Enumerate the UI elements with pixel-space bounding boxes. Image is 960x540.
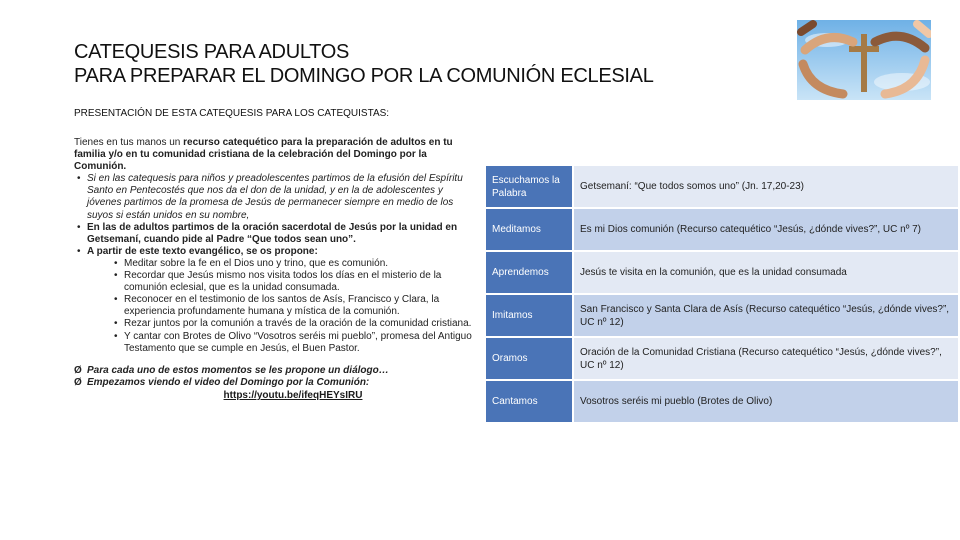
step-content-cell: Vosotros seréis mi pueblo (Brotes de Olivo) [574,381,958,424]
bullet-text: En las de adultos partimos de la oración sacerdotal de Jesús por la unidad en Getsemaní, cuando pide al Padre “Que todos sean uno”. [87,221,458,245]
step-content-cell: Oración de la Comunidad Cristiana (Recurso catequético “Jesús, ¿dónde vives?”, UC nº 12) [574,338,958,381]
step-action-cell: Meditamos [486,209,574,252]
bullet-item [74,173,472,221]
intro-paragraph [74,137,472,173]
subbullet-item [74,258,472,270]
arrow-item [74,377,472,389]
subbullet-item [74,294,472,318]
subbullet-item [74,270,472,294]
table-row [486,252,958,295]
table-row [486,338,958,381]
step-content-cell: Es mi Dios comunión (Recurso catequético “Jesús, ¿dónde vives?”, UC nº 7) [574,209,958,252]
step-content-cell: Getsemaní: “Que todos somos uno” (Jn. 17,20-23) [574,166,958,209]
subbullet-text: Rezar juntos por la comunión a través de la oración de la comunidad cristiana. [124,318,472,330]
presentation-body [74,137,472,402]
arrow-marker: Ø [74,364,82,376]
bullet-text: Si en las catequesis para niños y preadolescentes partimos de la efusión del Espíritu Santo en Pentecostés que nos da el don de la unidad, y en la de adolescentes y jóvenes partimos de la promesa de Jesús de permanecer siempre en medio de los suyos si están unidos en su nombre, [87,173,463,221]
intro-prefix: Tienes en tus manos un [74,137,184,148]
bullet-item [74,222,472,246]
arrow-item [74,365,472,377]
subbullet-text: Reconocer en el testimonio de los santos de Asís, Francisco y Clara, la experiencia profundamente humana y mística de la comunión. [124,294,440,318]
presentation-heading: PRESENTACIÓN DE ESTA CATEQUESIS PARA LOS CATEQUISTAS: [74,108,390,119]
table-row [486,209,958,252]
bullet-item [74,246,472,258]
steps-table [486,166,958,424]
bullet-marker: • [77,245,81,257]
table-row [486,166,958,209]
subbullet-item [74,331,472,355]
subbullet-text: Recordar que Jesús mismo nos visita todos los días en el misterio de la comunión eclesial, que es la unidad consumada. [124,270,442,294]
step-action-cell: Oramos [486,338,574,381]
table-row [486,295,958,338]
bullet-marker: • [77,173,81,185]
step-action-cell: Aprendemos [486,252,574,295]
table-row [486,381,958,424]
bullet-marker: • [114,270,118,282]
arrow-text: Para cada uno de estos momentos se les propone un diálogo… [87,364,389,376]
subbullet-text: Meditar sobre la fe en el Dios uno y trino, que es comunión. [124,257,389,269]
title-line-2: PARA PREPARAR EL DOMINGO POR LA COMUNIÓN ECLESIAL [74,65,654,87]
subbullet-text: Y cantar con Brotes de Olivo “Vosotros seréis mi pueblo”, promesa del Antiguo Testamento que se cumple en Jesús, el Buen Pastor. [124,330,472,354]
step-content-cell: Jesús te visita en la comunión, que es la unidad consumada [574,252,958,295]
title-line-1: CATEQUESIS PARA ADULTOS [74,41,350,63]
step-content-cell: San Francisco y Santa Clara de Asís (Recurso catequético “Jesús, ¿dónde vives?”, UC nº 12) [574,295,958,338]
arrow-text: Empezamos viendo el video del Domingo por la Comunión: [87,376,370,388]
intro-bold: recurso catequético para la preparación de adultos en tu familia y/o en tu comunidad cristiana de la celebración del Domingo por la Comunión. [74,137,453,173]
step-action-cell: Cantamos [486,381,574,424]
arrow-marker: Ø [74,376,82,388]
bullet-marker: • [114,294,118,306]
bullet-marker: • [114,318,118,330]
step-action-cell: Imitamos [486,295,574,338]
subbullet-item [74,318,472,330]
video-link[interactable]: https://youtu.be/ifeqHEYsIRU [223,389,363,401]
hands-cross-image [797,20,931,100]
page-title [74,40,654,88]
step-action-cell: Escuchamos la Palabra [486,166,574,209]
bullet-marker: • [114,330,118,342]
bullet-marker: • [77,221,81,233]
bullet-marker: • [114,257,118,269]
bullet-text: A partir de este texto evangélico, se os propone: [87,245,318,257]
